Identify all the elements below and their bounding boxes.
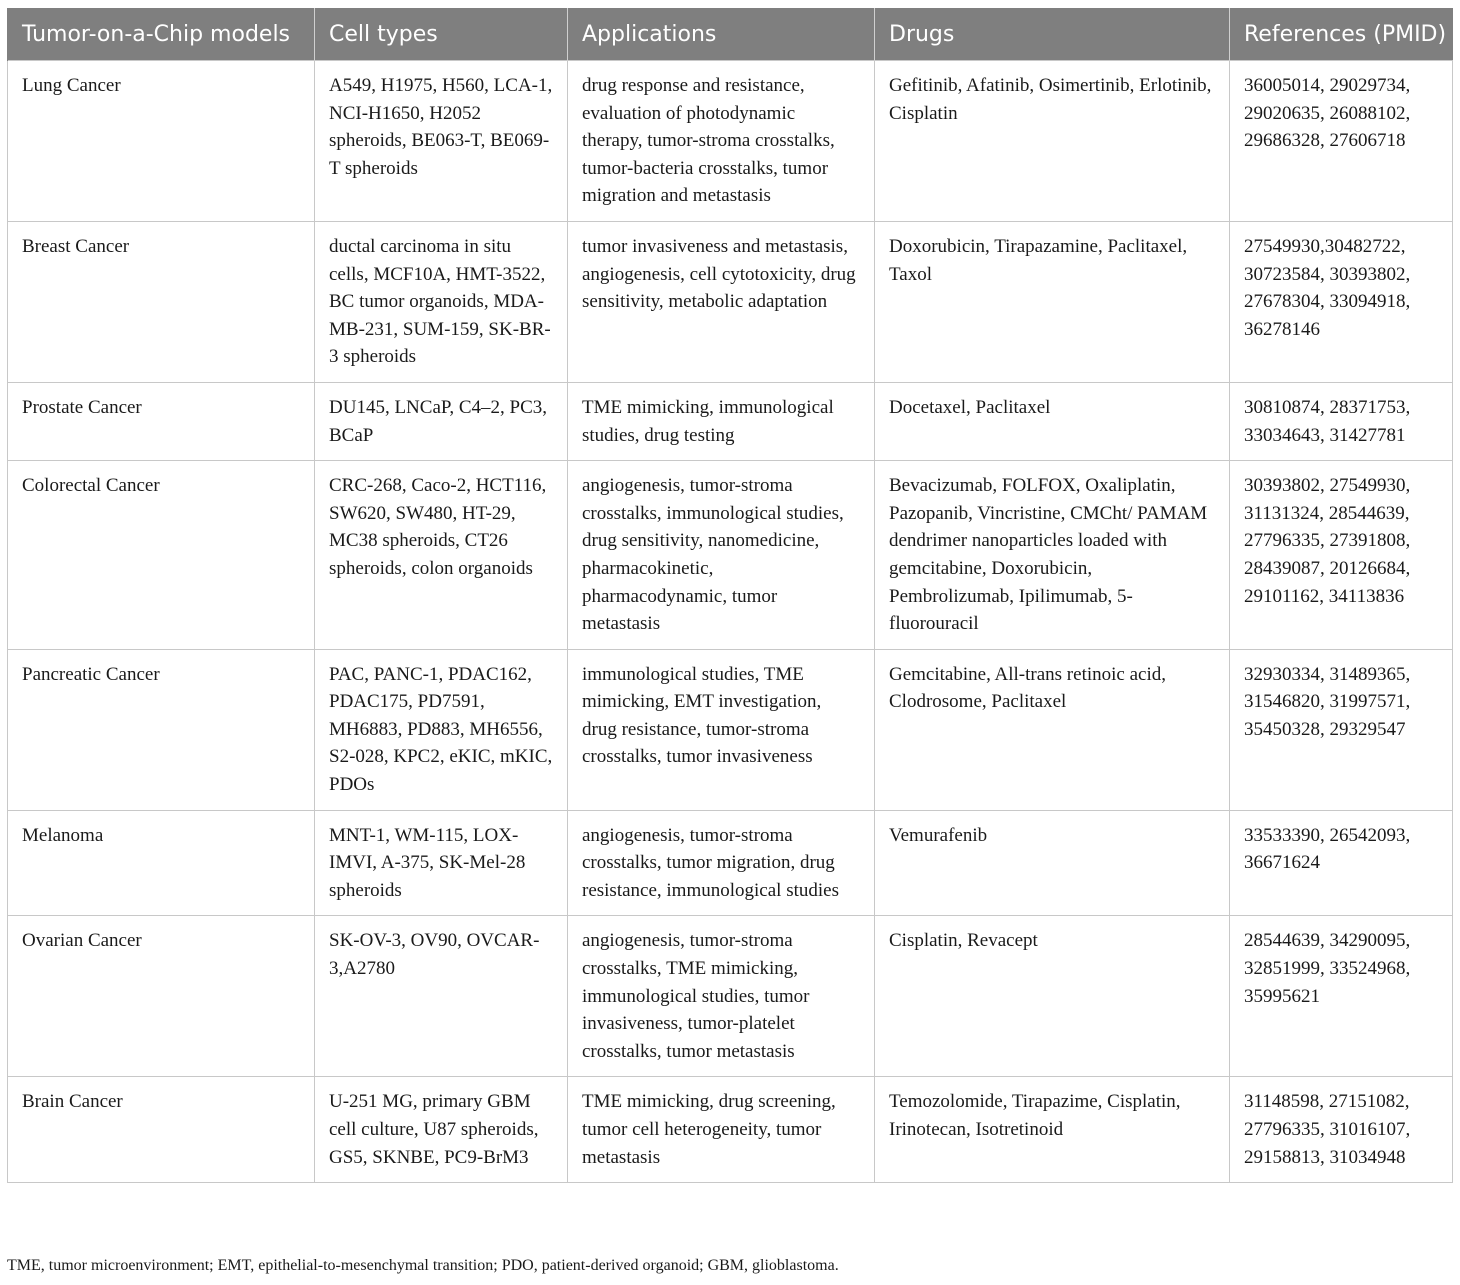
cell-cell-types: SK-OV-3, OV90, OVCAR-3,A2780	[315, 916, 568, 1077]
cell-applications: TME mimicking, drug screening, tumor cell heterogeneity, tumor metastasis	[568, 1077, 875, 1183]
table-row	[8, 461, 1453, 650]
table-header	[8, 8, 1453, 61]
header-row	[8, 8, 1453, 61]
cell-applications: immunological studies, TME mimicking, EMT investigation, drug resistance, tumor-stroma crosstalks, tumor invasiveness	[568, 649, 875, 810]
cell-model: Lung Cancer	[8, 61, 315, 222]
cell-cell-types: ductal carcinoma in situ cells, MCF10A, HMT-3522, BC tumor organoids, MDA-MB-231, SUM-159, SK-BR-3 spheroids	[315, 221, 568, 382]
cell-drugs: Docetaxel, Paclitaxel	[875, 382, 1230, 460]
table-row	[8, 61, 1453, 222]
cell-drugs: Gefitinib, Afatinib, Osimertinib, Erlotinib, Cisplatin	[875, 61, 1230, 222]
column-header-models: Tumor-on-a-Chip models	[8, 8, 315, 61]
cell-model: Brain Cancer	[8, 1077, 315, 1183]
cell-cell-types: A549, H1975, H560, LCA-1, NCI-H1650, H2052 spheroids, BE063-T, BE069-T spheroids	[315, 61, 568, 222]
cell-drugs: Doxorubicin, Tirapazamine, Paclitaxel, Taxol	[875, 221, 1230, 382]
cell-drugs: Gemcitabine, All-trans retinoic acid, Clodrosome, Paclitaxel	[875, 649, 1230, 810]
cell-model: Colorectal Cancer	[8, 461, 315, 650]
cell-applications: tumor invasiveness and metastasis, angiogenesis, cell cytotoxicity, drug sensitivity, metabolic adaptation	[568, 221, 875, 382]
cell-cell-types: MNT-1, WM-115, LOX-IMVI, A-375, SK-Mel-28 spheroids	[315, 810, 568, 916]
cell-applications: TME mimicking, immunological studies, drug testing	[568, 382, 875, 460]
cell-model: Breast Cancer	[8, 221, 315, 382]
table-row	[8, 382, 1453, 460]
cell-model: Prostate Cancer	[8, 382, 315, 460]
cell-references: 32930334, 31489365, 31546820, 31997571, 35450328, 29329547	[1230, 649, 1453, 810]
cell-model: Pancreatic Cancer	[8, 649, 315, 810]
cell-references: 31148598, 27151082, 27796335, 31016107, 29158813, 31034948	[1230, 1077, 1453, 1183]
cell-cell-types: U-251 MG, primary GBM cell culture, U87 spheroids, GS5, SKNBE, PC9-BrM3	[315, 1077, 568, 1183]
column-header-cell-types: Cell types	[315, 8, 568, 61]
cell-drugs: Cisplatin, Revacept	[875, 916, 1230, 1077]
column-header-applications: Applications	[568, 8, 875, 61]
table-row	[8, 1077, 1453, 1183]
cell-references: 30810874, 28371753, 33034643, 31427781	[1230, 382, 1453, 460]
cell-references: 30393802, 27549930, 31131324, 28544639, 27796335, 27391808, 28439087, 20126684, 29101162, 34113836	[1230, 461, 1453, 650]
cell-cell-types: DU145, LNCaP, C4–2, PC3, BCaP	[315, 382, 568, 460]
cell-references: 28544639, 34290095, 32851999, 33524968, 35995621	[1230, 916, 1453, 1077]
cell-model: Melanoma	[8, 810, 315, 916]
cell-applications: angiogenesis, tumor-stroma crosstalks, TME mimicking, immunological studies, tumor invasiveness, tumor-platelet crosstalks, tumor metastasis	[568, 916, 875, 1077]
column-header-references: References (PMID)	[1230, 8, 1453, 61]
cell-drugs: Bevacizumab, FOLFOX, Oxaliplatin, Pazopanib, Vincristine, CMCht/ PAMAM dendrimer nanoparticles loaded with gemcitabine, Doxorubicin, Pembrolizumab, Ipilimumab, 5-fluorouracil	[875, 461, 1230, 650]
table-row	[8, 916, 1453, 1077]
cell-drugs: Vemurafenib	[875, 810, 1230, 916]
cell-references: 33533390, 26542093, 36671624	[1230, 810, 1453, 916]
tumor-on-chip-table	[7, 8, 1453, 1183]
table-row	[8, 649, 1453, 810]
column-header-drugs: Drugs	[875, 8, 1230, 61]
table-footnote: TME, tumor microenvironment; EMT, epithelial-to-mesenchymal transition; PDO, patient-derived organoid; GBM, glioblastoma.	[7, 1257, 839, 1274]
cell-drugs: Temozolomide, Tirapazime, Cisplatin, Irinotecan, Isotretinoid	[875, 1077, 1230, 1183]
cell-applications: drug response and resistance, evaluation of photodynamic therapy, tumor-stroma crosstalks, tumor-bacteria crosstalks, tumor migration and metastasis	[568, 61, 875, 222]
data-table-container	[7, 8, 1452, 1183]
cell-cell-types: CRC-268, Caco-2, HCT116, SW620, SW480, HT-29, MC38 spheroids, CT26 spheroids, colon organoids	[315, 461, 568, 650]
cell-model: Ovarian Cancer	[8, 916, 315, 1077]
table-row	[8, 810, 1453, 916]
cell-cell-types: PAC, PANC-1, PDAC162, PDAC175, PD7591, MH6883, PD883, MH6556, S2-028, KPC2, eKIC, mKIC, PDOs	[315, 649, 568, 810]
cell-applications: angiogenesis, tumor-stroma crosstalks, immunological studies, drug sensitivity, nanomedicine, pharmacokinetic, pharmacodynamic, tumor metastasis	[568, 461, 875, 650]
cell-applications: angiogenesis, tumor-stroma crosstalks, tumor migration, drug resistance, immunological studies	[568, 810, 875, 916]
cell-references: 27549930,30482722, 30723584, 30393802, 27678304, 33094918, 36278146	[1230, 221, 1453, 382]
table-body	[8, 61, 1453, 1183]
table-row	[8, 221, 1453, 382]
cell-references: 36005014, 29029734, 29020635, 26088102, 29686328, 27606718	[1230, 61, 1453, 222]
